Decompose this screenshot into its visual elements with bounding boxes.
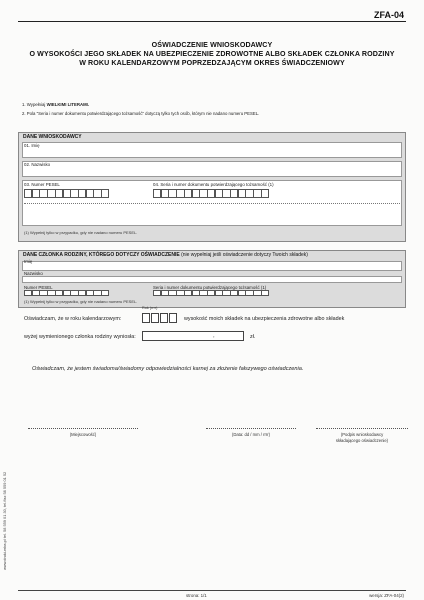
family-first-name-field[interactable] — [22, 261, 402, 271]
family-last-name-label: Nazwisko — [24, 271, 43, 276]
family-pesel-boxes[interactable] — [24, 290, 109, 296]
instruction-1 — [22, 102, 89, 107]
instruction-1-text: 1. Wypełniaj — [22, 102, 46, 107]
family-id-doc-boxes[interactable] — [153, 290, 269, 296]
side-print-text: www.druki-mba.pl tel. 58 559 01 30, tel./fax 58 559 01 52 — [2, 471, 7, 570]
amount-input[interactable] — [142, 331, 244, 341]
title-line-2: O WYSOKOŚCI JEGO SKŁADEK NA UBEZPIECZENIE ZDROWOTNE ALBO SKŁADEK CZŁONKA RODZINY — [29, 50, 395, 59]
title-line-3: W ROKU KALENDARZOWYM POPRZEDZAJĄCYM OKRES ŚWIADCZENIOWY — [79, 59, 345, 68]
signature-caption-2: składającego oświadczenie) — [335, 438, 389, 443]
form-version: wersja: ZFA-04(2) — [369, 593, 404, 598]
applicant-section — [18, 132, 406, 242]
family-member-heading-note: (nie wypełniaj jeśli oświadczenie dotyczy Twoich składek) — [181, 252, 308, 258]
year-caption: Rok (rrrr) — [142, 306, 158, 310]
signature-line[interactable] — [316, 428, 408, 429]
family-member-heading — [23, 252, 308, 258]
instruction-2: 2. Pola "Seria i numer dokumentu potwierdzającego tożsamość" dotyczą tylko tych osób, którym nie nadano numeru PESEL. — [22, 111, 260, 116]
applicant-dotted-line — [24, 203, 400, 204]
signature-caption-1: (Podpis wnioskodawcy — [340, 432, 384, 437]
amount-separator: , — [213, 333, 215, 339]
family-member-heading-text: DANE CZŁONKA RODZINY, KTÓREGO DOTYCZY OŚWIADCZENIE — [23, 252, 180, 258]
family-pesel-label: Numer PESEL — [24, 285, 53, 290]
form-title — [18, 41, 406, 69]
applicant-first-name-label: 01. Imię — [24, 143, 40, 148]
declaration-text: Oświadczam, że jestem świadoma/świadomy odpowiedzialności karnej za złożenie fałszywego oświadczenia. — [32, 366, 304, 372]
family-last-name-field[interactable] — [22, 276, 402, 283]
applicant-last-name-label: 02. Nazwisko — [24, 162, 51, 167]
place-caption: (Miejscowość) — [69, 432, 97, 437]
page-number: strona: 1/1 — [186, 593, 207, 598]
applicant-footnote: (1) Wypełnij tylko w przypadku, gdy nie nadano numeru PESEL. — [24, 230, 138, 235]
family-first-name-label: Imię — [24, 259, 33, 264]
instruction-1-bold: WIELKIMI LITERAMI. — [46, 102, 90, 107]
applicant-first-name-field[interactable] — [22, 142, 402, 158]
place-line[interactable] — [28, 428, 138, 429]
family-id-doc-label: Seria i numer dokumentu potwierdzającego tożsamość (1) — [153, 285, 267, 290]
applicant-pesel-label: 03. Numer PESEL — [24, 182, 60, 187]
applicant-last-name-field[interactable] — [22, 161, 402, 177]
header-rule — [18, 21, 406, 22]
statement-line-1-suffix: wysokość moich składek na ubezpieczenia zdrowotne albo składek — [184, 316, 345, 322]
side-print-info — [2, 420, 14, 570]
applicant-id-doc-boxes[interactable] — [153, 189, 269, 198]
applicant-pesel-boxes[interactable] — [24, 189, 109, 198]
date-line[interactable] — [206, 428, 296, 429]
title-line-1: OŚWIADCZENIE WNIOSKODAWCY — [151, 41, 273, 49]
form-code: ZFA-04 — [373, 10, 404, 20]
currency-label: zł. — [250, 334, 256, 340]
family-member-section — [18, 250, 406, 308]
footer-rule — [18, 590, 406, 591]
applicant-heading: DANE WNIOSKODAWCY — [23, 134, 82, 140]
date-caption: (Data: dd / mm / rrrr) — [231, 432, 271, 437]
statement-line-1-prefix: Oświadczam, że w roku kalendarzowym: — [24, 316, 122, 322]
applicant-id-doc-label: 04. Seria i numer dokumentu potwierdzającego tożsamość (1) — [153, 182, 274, 187]
statement-line-2-prefix: wyżej wymienionego członka rodziny wyniosła: — [24, 334, 136, 340]
family-footnote: (1) Wypełnij tylko w przypadku, gdy nie nadano numeru PESEL. — [24, 299, 138, 304]
year-input[interactable] — [142, 313, 178, 323]
